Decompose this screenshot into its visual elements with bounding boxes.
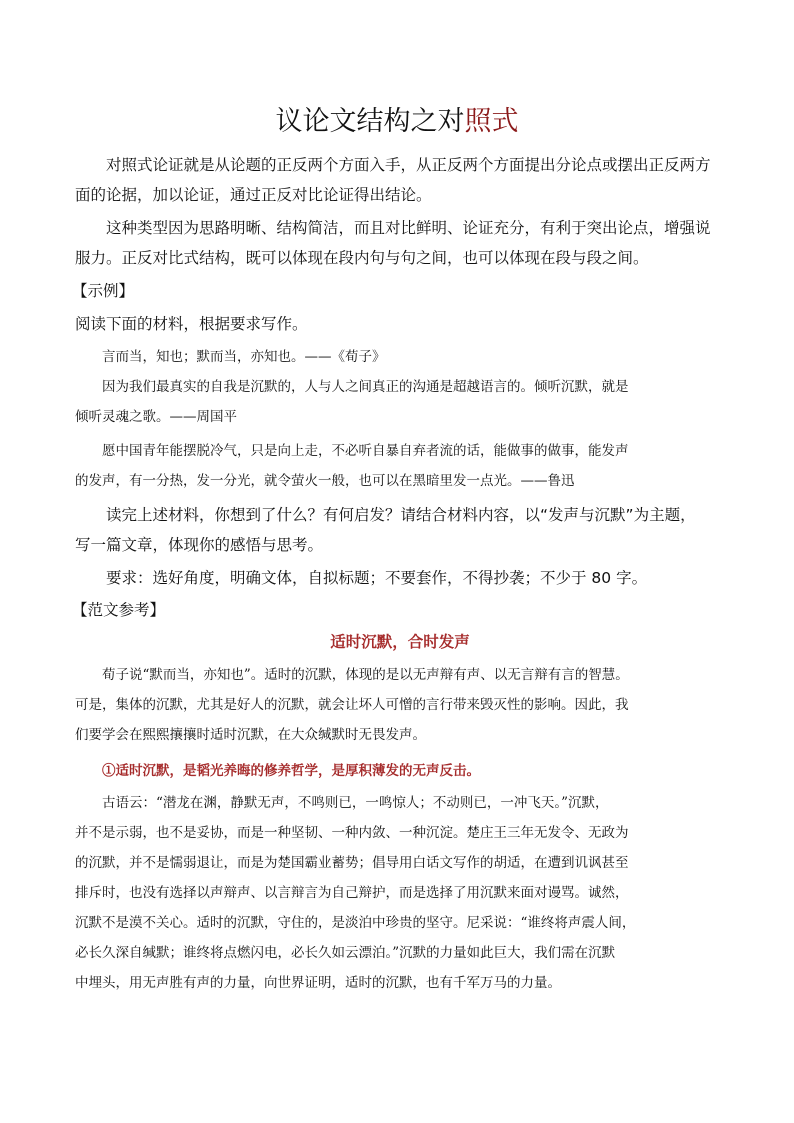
quote-lu-xun bbox=[75, 436, 725, 496]
example-heading: 【示例】 bbox=[72, 282, 135, 300]
text-line: 们要学会在熙熙攘攘时适时沉默，在大众缄默时无畏发声。 bbox=[75, 727, 426, 743]
writing-prompt: 阅读下面的材料，根据要求写作。 bbox=[75, 315, 308, 333]
page-title bbox=[0, 104, 794, 140]
text-line: 的沉默，并不是懦弱退让，而是为楚国霸业蓄势；倡导用白话文写作的胡适，在遭到讥讽甚至 bbox=[75, 855, 629, 871]
intro-paragraph-1 bbox=[75, 150, 725, 210]
text-line: 因为我们最真实的自我是沉默的，人与人之间真正的沟通是超越语言的。倾听沉默，就是 bbox=[102, 379, 629, 395]
text-line: 古语云：“潜龙在渊，静默无声，不鸣则已，一鸣惊人；不动则已，一冲飞天。”沉默， bbox=[102, 795, 609, 811]
essay-paragraph-1 bbox=[75, 660, 725, 750]
text-line: 面的论据，加以论证，通过正反对比论证得出结论。 bbox=[75, 186, 432, 204]
writing-task bbox=[75, 500, 725, 560]
essay-paragraph-2 bbox=[75, 788, 725, 998]
quote-zhou-guoping bbox=[75, 372, 725, 432]
text-line: 写一篇文章，体现你的感悟与思考。 bbox=[75, 536, 324, 554]
text-line: 倾听灵魂之歌。——周国平 bbox=[75, 409, 237, 425]
text-line: 言而当，知也；默而当，亦知也。——《荀子》 bbox=[102, 349, 386, 365]
text-line: 必长久深自缄默；谁终将点燃闪电，必长久如云漂泊。”沉默的力量如此巨大，我们需在沉默 bbox=[75, 945, 616, 961]
text-line: 服力。正反对比式结构，既可以体现在段内句与句之间，也可以体现在段与段之间。 bbox=[75, 249, 649, 267]
text-line: 的发声，有一分热，发一分光，就令萤火一般，也可以在黑暗里发一点光。——鲁迅 bbox=[75, 473, 575, 489]
essay-title: 适时沉默，合时发声 bbox=[330, 633, 470, 651]
essay-point-1: ①适时沉默，是韬光养晦的修养哲学，是厚积薄发的无声反击。 bbox=[102, 763, 480, 779]
text-line: 排斥时，也没有选择以声辩声、以言辩言为自己辩护，而是选择了用沉默来面对谩骂。诚然， bbox=[75, 885, 629, 901]
text-line: 并不是示弱，也不是妥协，而是一种坚韧、一种内敛、一种沉淀。楚庄王三年无发令、无政为 bbox=[75, 825, 629, 841]
title-main: 议论文结构之对 bbox=[275, 106, 465, 137]
model-essay-heading: 【范文参考】 bbox=[72, 601, 166, 619]
text-line: 对照式论证就是从论题的正反两个方面入手，从正反两个方面提出分论点或摆出正反两方 bbox=[106, 156, 711, 174]
writing-requirement: 要求：选好角度，明确文体，自拟标题；不要套作，不得抄袭；不少于 80 字。 bbox=[106, 569, 648, 587]
text-line: 愿中国青年能摆脱冷气，只是向上走，不必听自暴自弃者流的话，能做事的做事，能发声 bbox=[102, 443, 629, 459]
intro-paragraph-2 bbox=[75, 213, 725, 273]
quote-xunzi bbox=[75, 342, 725, 372]
text-line: 读完上述材料，你想到了什么？有何启发？请结合材料内容，以“发声与沉默”为主题， bbox=[106, 506, 696, 524]
text-line: 这种类型因为思路明晰、结构简洁，而且对比鲜明、论证充分，有利于突出论点，增强说 bbox=[106, 219, 711, 237]
text-line: 可是，集体的沉默，尤其是好人的沉默，就会让坏人可憎的言行带来毁灭性的影响。因此，我 bbox=[75, 697, 629, 713]
text-line: 沉默不是漠不关心。适时的沉默，守住的，是淡泊中珍贵的坚守。尼采说：“谁终将声震人间， bbox=[75, 915, 636, 931]
title-accent: 照式 bbox=[464, 106, 519, 137]
text-line: 中埋头，用无声胜有声的力量，向世界证明，适时的沉默，也有千军万马的力量。 bbox=[75, 975, 561, 991]
text-line: 荀子说“默而当，亦知也”。适时的沉默，体现的是以无声辩有声、以无言辩有言的智慧。 bbox=[102, 667, 629, 683]
